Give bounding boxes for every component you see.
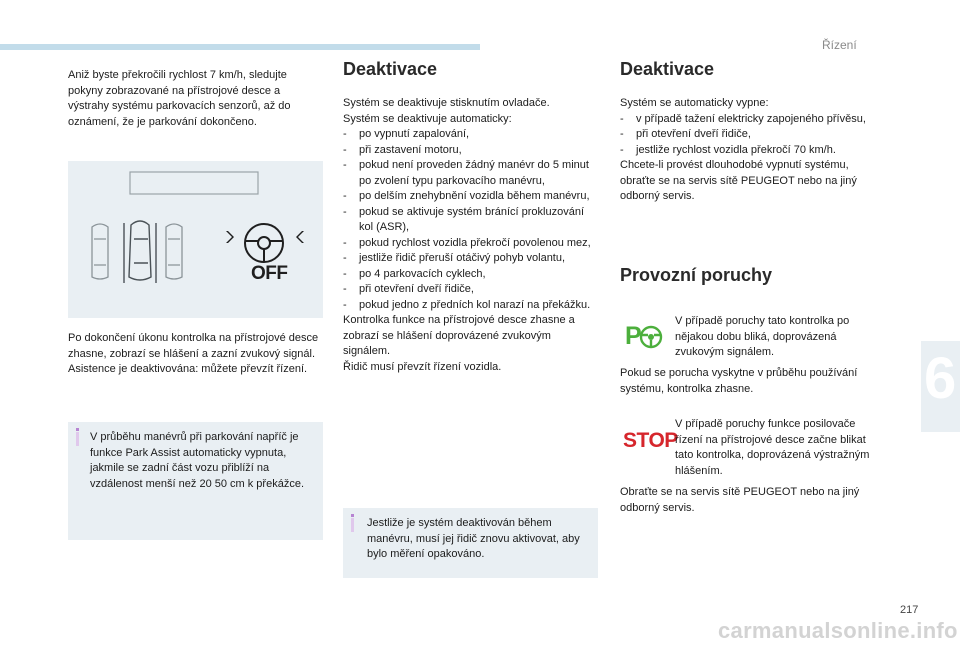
faults-title: Provozní poruchy [620, 265, 773, 285]
steering-wheel-icon [245, 224, 283, 262]
arrow-left-icon [296, 231, 304, 243]
column-1 [68, 68, 323, 130]
fault1-after: Pokud se porucha vyskytne v průběhu používání systému, kontrolka zhasne. [620, 367, 858, 395]
fault1-text: V případě poruchy tato kontrolka po nějakou dobu bliká, doprovázená zvukovým signálem. [675, 315, 850, 358]
col1-intro: Aniž byste překročili rychlost 7 km/h, sledujte pokyny zobrazované na přístrojové desce a výstrahy systému parkovacích senzorů, až do oznámení, že je parkování dokončeno. [68, 69, 291, 128]
list-item: - při otevření dveří řidiče, [343, 282, 598, 298]
list-item: - jestliže rychlost vozidla překročí 70 km/h. [620, 143, 875, 159]
chapter-number: 6 [924, 346, 957, 411]
col3-intro: Systém se automaticky vypne: [620, 97, 769, 109]
col1-after2: Asistence je deaktivována: můžete převzít řízení. [68, 363, 308, 375]
off-label: OFF [251, 263, 288, 284]
list-item: - pokud rychlost vozidla překročí povolenou mez, [343, 236, 598, 252]
fault2-after-block [620, 485, 875, 516]
parked-car-right-icon [166, 224, 182, 279]
list-item: - pokud není proveden žádný manévr do 5 minut po zvolení typu parkovacího manévru, [343, 158, 598, 189]
list-item: - po delším znehybnění vozidla během manévru, [343, 189, 598, 205]
col2-intro1: Systém se deaktivuje stisknutím ovladače. [343, 97, 550, 109]
display-frame-outline [130, 172, 258, 194]
fault2-text: V případě poruchy funkce posilovače řízení na přístrojové desce začne blikat tato kontrolka, doprovázená výstražným hlášením. [675, 418, 870, 477]
info-bar [351, 518, 354, 532]
list-item: - jestliže řidič přeruší otáčivý pohyb volantu, [343, 251, 598, 267]
page-number: 217 [900, 604, 919, 616]
col3-outro: Chcete-li provést dlouhodobé vypnutí systému, obraťte se na servis sítě PEUGEOT nebo na jiný odborný servis. [620, 159, 857, 202]
parked-car-left-icon [92, 224, 108, 279]
section-header: Řízení [822, 38, 857, 52]
info-icon [351, 514, 354, 517]
list-item: - při zastavení motoru, [343, 143, 598, 159]
header-accent-bar [0, 44, 480, 50]
list-item: - po vypnutí zapalování, [343, 127, 598, 143]
column-2 [343, 60, 598, 375]
list-item: - v případě tažení elektricky zapojeného přívěsu, [620, 112, 875, 128]
info-icon [76, 428, 79, 431]
list-item: - při otevření dveří řidiče, [620, 127, 875, 143]
fault2-after: Obraťte se na servis sítě PEUGEOT nebo na jiný odborný servis. [620, 486, 860, 514]
list-item: - po 4 parkovacích cyklech, [343, 267, 598, 283]
park-assist-fault-icon [623, 320, 663, 350]
col2-intro2: Systém se deaktivuje automaticky: [343, 112, 512, 125]
col2-title: Deaktivace [343, 59, 438, 79]
col2-info-box [343, 508, 598, 578]
col1-after: Po dokončení úkonu kontrolka na přístrojové desce zhasne, zobrazí se hlášení a zazní zvukový signál. [68, 332, 319, 360]
col1-info-box [68, 422, 323, 540]
watermark: carmanualsonline.info [718, 618, 958, 643]
maneuvering-car-icon [124, 221, 156, 283]
fault1-after-block [620, 366, 875, 397]
col1-after-block [68, 331, 323, 378]
col2-outro1: Kontrolka funkce na přístrojové desce zhasne a zobrazí se hlášení doprovázené zvukovým signálem. [343, 314, 575, 357]
stop-warning-icon: STOP [623, 429, 678, 452]
col1-note: V průběhu manévrů při parkování napříč je funkce Park Assist automaticky vypnuta, jakmile se zadní část vozu přiblíží na vzdálenost menší než 20 50 cm k překážce. [90, 431, 304, 490]
p-letter: P [625, 322, 642, 350]
fault1-block [675, 314, 875, 361]
col3-list [620, 112, 875, 159]
list-item: - pokud jedno z předních kol narazí na překážku. [343, 298, 598, 314]
arrow-right-icon [226, 231, 234, 243]
fault2-block [675, 417, 875, 479]
list-item: - pokud se aktivuje systém bránící prokluzování kol (ASR), [343, 205, 598, 236]
col2-outro2: Řidič musí převzít řízení vozidla. [343, 360, 502, 373]
col3-title: Deaktivace [620, 59, 715, 79]
col2-note: Jestliže je systém deaktivován během manévru, musí jej řidič znovu aktivovat, aby bylo měření opakováno. [367, 517, 580, 560]
parking-illustration [68, 161, 323, 318]
park-assist-figure [68, 161, 323, 318]
column-3 [620, 60, 875, 205]
col2-list [343, 127, 598, 313]
faults-section [620, 266, 875, 284]
info-bar [76, 432, 79, 446]
